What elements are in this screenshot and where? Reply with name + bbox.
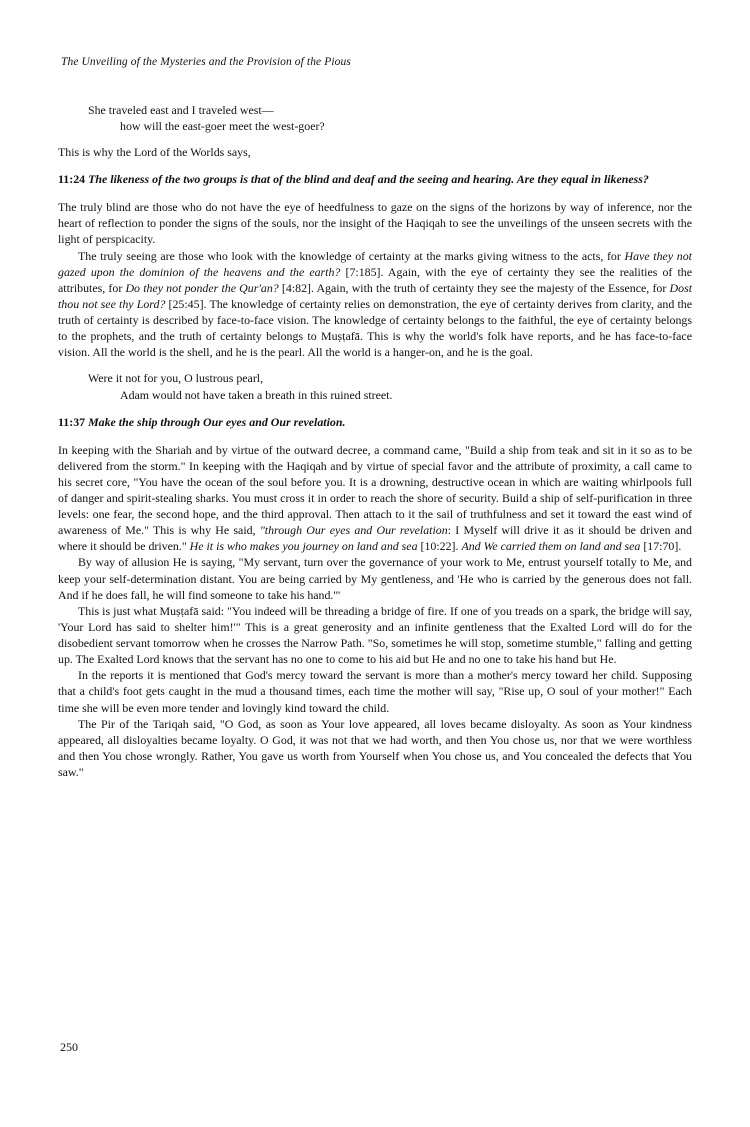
paragraph-7: The Pir of the Tariqah said, "O God, as soon as Your love appeared, all loves became disloyalty. As soon as Your kindness appeared, all disloyalties became loyalty. O God, it was not that we had worth, and then You chose us, nor that we were worthless and then You chose wrongly. Rather, You gave us worth from Yourself when You chose us, and You concealed the defects that You saw." (58, 716, 692, 780)
scripture-text: The likeness of the two groups is that of the blind and deaf and the seeing and hearing. Are they equal in likeness? (88, 172, 649, 187)
verse-block-1 (58, 102, 692, 134)
text-run: [25:45]. The knowledge of certainty relies on demonstration, the eye of certainty derives from clarity, and the truth of certainty is described by face-to-face vision. The knowledge of certainty belongs to the faithful, the eye of certainty belongs to the prophets, and the truth of certainty belongs to Muṣṭafā. This is why the world's folk have reports, and he has face-to-face vision. All the world is the shell, and he is the pearl. All the world is a hanger-on, and he is the goal. (58, 296, 692, 360)
text-run: In keeping with the Shariah and by virtue of the outward decree, a command came, "Build a ship from teak and sit in it so as to be delivered from the storm." In keeping with the Haqiqah and by virtue of special favor and the attribute of proximity, a call came to his secret core, "You have the ocean of the soul before you. It is a drowning, destructive ocean in which are waiting whirlpools full of danger and spirit-stealing sharks. You must cross it in order to reach the shore of security. Build a ship of self-purification in three levels: one fear, the second hope, and the third approval. Then attach to it the sail of truthfulness and set it toward the east wind of awareness of Me." This is why He said, (58, 442, 692, 538)
paragraph-6: In the reports it is mentioned that God's mercy toward the servant is more than a mother's mercy toward her child. Supposing that a child's foot gets caught in the mud a thousand times, each time the mother will say, "Rise up, O soul of your mother!" Each time she will be even more tender and lovingly kind toward the child. (58, 668, 692, 715)
inline-quote: "through Our eyes and Our revelation (259, 523, 448, 538)
paragraph-5: This is just what Muṣṭafā said: "You indeed will be threading a bridge of fire. If one of you treads on a spark, the bridge will say, 'Your Lord has said to shelter him!'" This is a great generosity and an infinite gentleness that the Exalted Lord will do for the disobedient servant tomorrow when he crosses the Narrow Path. "So, sometimes he will stop, sometime stumble," falling and getting up. The Exalted Lord knows that the servant has no one to come to his aid but He and no one to take his hand but He. (58, 603, 692, 667)
quran-quote: Dost thou not see thy Lord? (58, 280, 692, 311)
verse-line: how will the east-goer meet the west-goer? (120, 119, 325, 134)
scripture-reference: 11:37 (58, 414, 86, 429)
verse-block-2 (58, 370, 692, 402)
quran-quote: Do they not ponder the Qur'an? (125, 280, 279, 295)
text-run: The truly seeing are those who look with the knowledge of certainty at the marks giving witness to the acts, for (78, 248, 625, 263)
verse-line: Were it not for you, O lustrous pearl, (88, 371, 264, 386)
scripture-quote-1 (58, 172, 692, 188)
scripture-quote-2 (58, 415, 692, 431)
quran-quote: And We carried them on land and sea (461, 539, 641, 554)
paragraph-1: The truly blind are those who do not have the eye of heedfulness to gaze on the signs of the horizons by way of inference, nor the heart of reflection to ponder the signs of the souls, nor the insight of the Haqiqah to see the unveilings of the unseen secrets with the light of perspicacity. (58, 200, 692, 247)
running-head: The Unveiling of the Mysteries and the Provision of the Pious (61, 56, 351, 68)
quran-quote: He it is who makes you journey on land and sea (189, 539, 418, 554)
verse-line: Adam would not have taken a breath in this ruined street. (120, 387, 393, 402)
text-run: : I Myself will drive it as it should be driven and where it should be driven." (58, 523, 692, 554)
text-run: [17:70]. (640, 539, 682, 554)
paragraph-2 (58, 248, 692, 361)
text-run: [10:22]. (417, 539, 462, 554)
paragraph-3 (58, 442, 692, 555)
quran-quote: Have they not gazed upon the dominion of the heavens and the earth? (58, 248, 692, 279)
page-content (58, 102, 692, 780)
text-run: [7:185]. Again, with the eye of certainty they see the realities of the attributes, for (58, 264, 692, 295)
page-number: 250 (60, 1040, 78, 1054)
paragraph-4: By way of allusion He is saying, "My servant, turn over the governance of your work to Me, entrust yourself totally to Me, and keep your self-determination distant. You are being carried by My gentleness, and 'He who is carried by the generous does not fall. And if he does fall, he will find someone to take his hand.'" (58, 555, 692, 602)
text-run: [4:82]. Again, with the truth of certainty they see the majesty of the Essence, for (278, 280, 670, 295)
scripture-text: Make the ship through Our eyes and Our revelation. (88, 414, 346, 429)
paragraph-intro: This is why the Lord of the Worlds says, (58, 145, 251, 160)
scripture-reference: 11:24 (58, 172, 86, 187)
verse-line: She traveled east and I traveled west— (88, 103, 274, 117)
